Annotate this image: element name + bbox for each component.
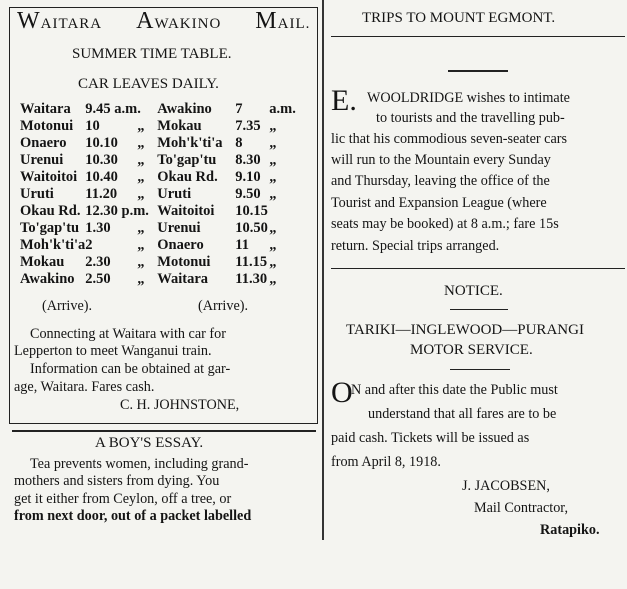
timetable-cell: 10.50 [235,220,268,236]
essay-line-2: mothers and sisters from dying. You [14,473,220,489]
timetable-row [20,118,296,135]
timetable-cell: Waitoitoi [20,169,78,185]
timetable-cell: 10.10 [85,135,118,151]
timetable-cell: Okau Rd. [157,169,218,185]
ad-line-7: seats may be booked) at 8 a.m.; fare 15s [331,216,559,232]
timetable-cell: „ [137,169,145,185]
essay-title: A BOY'S ESSAY. [95,435,204,451]
arrive-left: (Arrive). [42,298,93,314]
timetable-cell: 10 [85,118,100,134]
timetable-cell: „ [269,135,277,151]
timetable-cell: „ [269,186,277,202]
timetable-cell: 2.50 [85,271,111,287]
timetable-cell: Mokau [20,254,65,270]
ad-line-8: return. Special trips arranged. [331,238,500,254]
timetable-cell: Onaero [20,135,67,151]
notice-line-4: from April 8, 1918. [331,454,441,470]
essay-line-3: get it either from Ceylon, off a tree, or [14,491,232,507]
connecting-line-4: age, Waitara. Fares cash. [14,379,155,395]
timetable-row [20,101,296,118]
timetable-cell: 7 [235,101,243,117]
timetable-row [20,271,296,288]
timetable-row [20,169,296,186]
jacobsen-signature: J. JACOBSEN, [462,478,550,494]
notice-top-rule [331,268,625,269]
essay-line-1: Tea prevents women, including grand- [30,456,249,472]
ad-line-3: lic that his commodious seven-seater cars [331,131,567,147]
timetable-cell: 11.30 [235,271,268,287]
timetable-cell: „ [269,169,277,185]
timetable-row [20,220,296,237]
service-rule [450,369,510,370]
timetable [20,101,296,288]
timetable-cell: „ [137,186,145,202]
timetable-cell: To'gap'tu [157,152,217,168]
timetable-cell: 9.10 [235,169,261,185]
timetable-row [20,152,296,169]
trips-title: TRIPS TO MOUNT EGMONT. [362,10,556,26]
timetable-cell: a.m. [269,101,296,117]
masthead-wakino: WAKINO [154,16,222,32]
summer-time-table-heading: SUMMER TIME TABLE. [72,46,232,62]
timetable-cell: „ [269,220,277,236]
timetable-row [20,186,296,203]
ad-dropcap: E. [331,84,357,117]
timetable-cell: „ [137,254,145,270]
ratapiko: Ratapiko. [540,522,600,538]
timetable-cell: 1.30 [85,220,111,236]
timetable-cell: Uruti [157,186,192,202]
timetable-cell: „ [137,118,145,134]
ad-line-5: and Thursday, leaving the office of the [331,173,550,189]
timetable-cell: Onaero [157,237,204,253]
timetable-cell: 2.30 [85,254,111,270]
timetable-cell: Mokau [157,118,202,134]
timetable-cell: Waitoitoi [157,203,215,219]
timetable-cell: Urenui [20,152,64,168]
notice-heading: NOTICE. [444,283,503,299]
car-leaves-daily-heading: CAR LEAVES DAILY. [78,76,219,92]
essay-line-4: from next door, out of a packet labelled [14,508,252,524]
connecting-line-2: Lepperton to meet Wanganui train. [14,343,212,359]
timetable-cell: Awakino [157,101,212,117]
timetable-cell: „ [269,271,277,287]
timetable-row [20,135,296,152]
ad-line-6: Tourist and Expansion League (where [331,195,547,211]
timetable-cell: Motonui [20,118,74,134]
timetable-cell: 2 [85,237,93,253]
timetable-cell: 8.30 [235,152,261,168]
masthead-aitara: AITARA [40,16,103,32]
ad-line-1: WOOLDRIDGE wishes to intimate [367,90,570,106]
timetable-row [20,203,296,220]
mail-contractor: Mail Contractor, [474,500,568,516]
timetable-cell: Awakino [20,271,75,287]
timetable-cell: „ [269,254,277,270]
masthead-m: M [255,8,278,34]
arrive-right: (Arrive). [198,298,249,314]
notice-line-3: paid cash. Tickets will be issued as [331,430,530,446]
timetable-cell: 10.15 [235,203,268,219]
timetable-cell: „ [137,271,145,287]
masthead-w: W [17,8,41,34]
timetable-cell: „ [137,135,145,151]
timetable-cell: 7.35 [235,118,261,134]
essay-top-rule [12,430,316,432]
timetable-cell: Okau Rd. [20,203,81,219]
timetable-cell: Moh'k'ti'a [20,237,86,253]
timetable-row [20,254,296,271]
timetable-cell: „ [269,152,277,168]
timetable-cell: „ [137,152,145,168]
timetable-cell: „ [269,237,277,253]
service-line-1: TARIKI—INGLEWOOD—PURANGI [346,322,584,338]
notice-dropcap: O [331,376,353,409]
timetable-cell: „ [137,220,145,236]
timetable-cell: 11.20 [85,186,118,202]
timetable-cell: 8 [235,135,243,151]
ad-line-2: to tourists and the travelling pub- [376,110,565,126]
timetable-cell: Uruti [20,186,54,202]
timetable-cell: Urenui [157,220,201,236]
timetable-cell: 10.40 [85,169,118,185]
timetable-cell: Waitara [157,271,209,287]
service-line-2: MOTOR SERVICE. [410,342,533,358]
timetable-cell: 11 [235,237,249,253]
trips-short-rule [448,70,508,72]
notice-line-2: understand that all fares are to be [368,406,557,422]
timetable-cell: Waitara [20,101,71,117]
masthead-ail: AIL. [277,16,311,32]
notice-short-rule [450,309,508,310]
notice-line-1: N and after this date the Public must [351,382,558,398]
connecting-line-1: Connecting at Waitara with car for [30,326,226,342]
timetable-cell: Motonui [157,254,211,270]
timetable-cell: 11.15 [235,254,268,270]
timetable-cell: 10.30 [85,152,118,168]
timetable-cell [269,203,296,220]
column-divider [322,0,324,540]
ad-line-4: will run to the Mountain every Sunday [331,152,551,168]
timetable-cell: 9.45 a.m. [85,101,141,117]
timetable-cell: To'gap'tu [20,220,80,236]
timetable-cell: 9.50 [235,186,261,202]
timetable-row [20,237,296,254]
timetable-cell: „ [269,118,277,134]
connecting-line-3: Information can be obtained at gar- [30,361,231,377]
timetable-cell: 12.30 p.m. [85,203,149,219]
masthead-a: A [136,8,155,34]
timetable-cell: „ [137,237,145,253]
johnstone-signature: C. H. JOHNSTONE, [120,397,240,413]
masthead [17,8,310,35]
trips-underline [331,36,625,37]
timetable-cell: Moh'k'ti'a [157,135,223,151]
